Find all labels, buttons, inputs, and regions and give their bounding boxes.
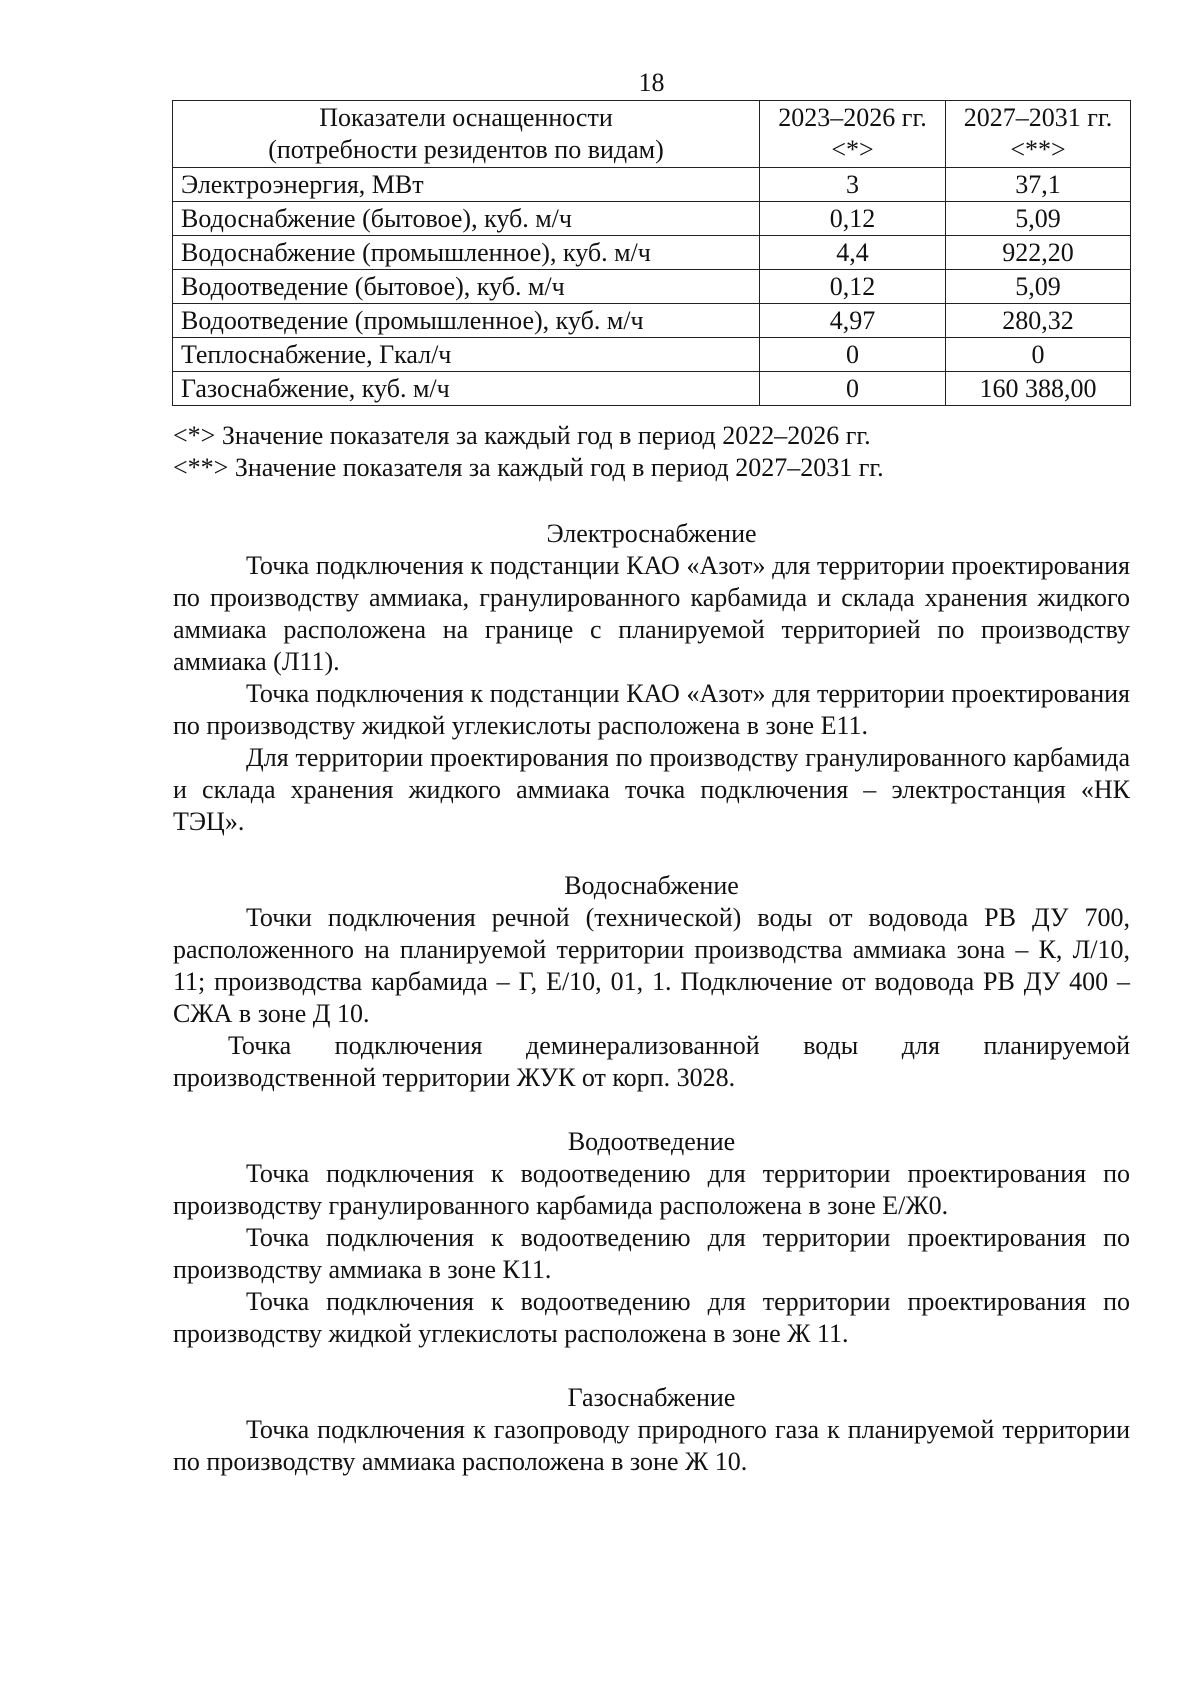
paragraph: Точка подключения к водоотведению для территории проектирования по производству гранулированного карбамида расположена в зоне Е/Ж0. (173, 1159, 1130, 1220)
row-name: Газоснабжение, куб. м/ч (173, 372, 760, 406)
section-water (173, 870, 1130, 1094)
row-value-period-1: 0,12 (760, 202, 946, 236)
table-row (173, 372, 1131, 406)
row-value-period-1: 3 (760, 168, 946, 202)
header-period-2-note: <**> (1010, 135, 1066, 164)
paragraph: Точки подключения речной (технической) воды от водовода РВ ДУ 700, расположенного на планируемой территории производства аммиака зона – К, Л/10, 11; производства карбамида – Г, Е/10, 01, 1. Подключение от водовода РВ ДУ 400 – СЖА в зоне Д 10. (173, 903, 1130, 1028)
table-header-row (173, 101, 1131, 168)
document-page (173, 66, 1130, 1478)
row-value-period-1: 4,4 (760, 236, 946, 270)
row-value-period-1: 4,97 (760, 304, 946, 338)
paragraph: Точка подключения к водоотведению для территории проектирования по производству жидкой углекислоты расположена в зоне Ж 11. (173, 1287, 1130, 1348)
paragraph: Точка подключения деминерализованной воды для планируемой производственной территории ЖУК от корп. 3028. (173, 1031, 1130, 1092)
header-period-1-years: 2023–2026 гг. (778, 103, 927, 132)
header-period-2-years: 2027–2031 гг. (963, 103, 1113, 132)
section-gas (173, 1382, 1130, 1478)
section-electro (173, 518, 1130, 838)
row-value-period-2: 280,32 (946, 304, 1131, 338)
paragraph: Для территории проектирования по производству гранулированного карбамида и склада хранения жидкого аммиака точка подключения – электростанция «НК ТЭЦ». (173, 743, 1130, 836)
row-value-period-1: 0 (760, 372, 946, 406)
header-indicators-line2: (потребности резидентов по видам) (268, 135, 664, 164)
section-title-electro: Электроснабжение (546, 519, 757, 548)
table-row (173, 236, 1131, 270)
header-period-1 (760, 101, 946, 168)
table-row (173, 168, 1131, 202)
header-period-2 (946, 101, 1131, 168)
row-value-period-2: 0 (946, 338, 1131, 372)
section-drainage (173, 1126, 1130, 1350)
header-indicators-line1: Показатели оснащенности (319, 103, 613, 132)
row-name: Водоотведение (промышленное), куб. м/ч (173, 304, 760, 338)
footnote-1: <*> Значение показателя за каждый год в период 2022–2026 гг. (173, 421, 871, 450)
table-row (173, 202, 1131, 236)
indicators-table (172, 100, 1131, 406)
header-indicators (173, 101, 760, 168)
row-value-period-1: 0,12 (760, 270, 946, 304)
row-name: Теплоснабжение, Гкал/ч (173, 338, 760, 372)
header-period-1-note: <*> (831, 135, 874, 164)
section-title-gas: Газоснабжение (567, 1383, 736, 1412)
row-value-period-2: 37,1 (946, 168, 1131, 202)
table-row (173, 270, 1131, 304)
row-name: Водоотведение (бытовое), куб. м/ч (173, 270, 760, 304)
row-value-period-2: 160 388,00 (946, 372, 1131, 406)
table-row (173, 304, 1131, 338)
table-row (173, 338, 1131, 372)
paragraph: Точка подключения к газопроводу природного газа к планируемой территории по производству аммиака расположена в зоне Ж 10. (173, 1415, 1130, 1476)
paragraph: Точка подключения к подстанции КАО «Азот» для территории проектирования по производству жидкой углекислоты расположена в зоне Е11. (173, 679, 1130, 740)
section-title-water: Водоснабжение (564, 871, 739, 900)
footnotes (173, 420, 1130, 484)
paragraph: Точка подключения к водоотведению для территории проектирования по производству аммиака в зоне К11. (173, 1223, 1130, 1284)
row-value-period-2: 922,20 (946, 236, 1131, 270)
row-value-period-2: 5,09 (946, 270, 1131, 304)
row-name: Водоснабжение (бытовое), куб. м/ч (173, 202, 760, 236)
row-value-period-1: 0 (760, 338, 946, 372)
row-name: Водоснабжение (промышленное), куб. м/ч (173, 236, 760, 270)
row-name: Электроэнергия, МВт (173, 168, 760, 202)
paragraph: Точка подключения к подстанции КАО «Азот» для территории проектирования по производству аммиака, гранулированного карбамида и склада хранения жидкого аммиака расположена на границе с планируемой территорией по производству аммиака (Л11). (173, 551, 1130, 676)
page-number: 18 (638, 68, 665, 97)
section-title-drainage: Водоотведение (567, 1127, 736, 1156)
row-value-period-2: 5,09 (946, 202, 1131, 236)
footnote-2: <**> Значение показателя за каждый год в период 2027–2031 гг. (173, 453, 884, 482)
